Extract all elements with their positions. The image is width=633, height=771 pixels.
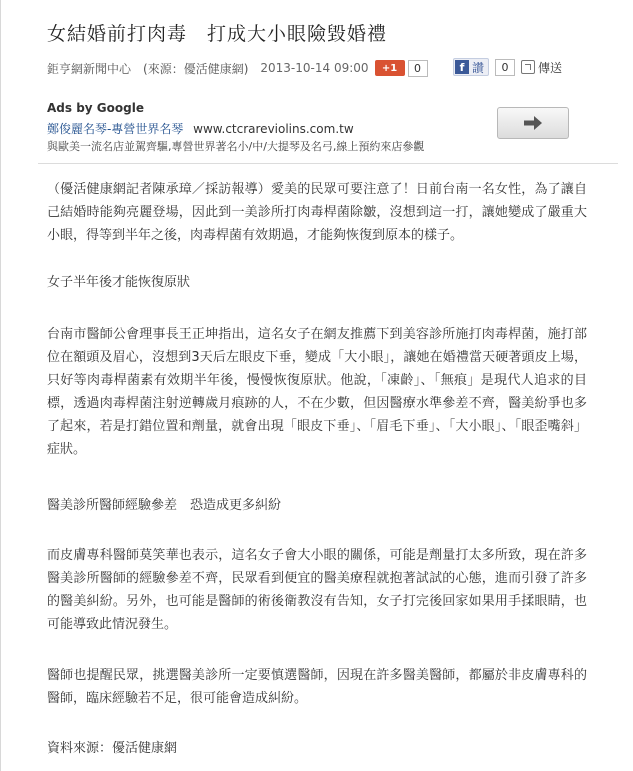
fb-like-label: 讚 xyxy=(472,60,485,75)
ad-go-button[interactable] xyxy=(497,107,569,139)
gplus-widget xyxy=(375,60,428,77)
source-credit: 資料來源：優活健康網 xyxy=(47,741,178,756)
paragraph-2: 台南市醫師公會理事長王正坤指出，這名女子在網友推薦下到美容診所施打肉毒桿菌，施打部位在額頭及眉心，沒想到3天后左眼皮下垂，變成「大小眼」，讓她在婚禮當天硬著頭皮上場，只好等肉毒桿菌素有效期半年後，慢慢恢復原狀。他說，「凍齡」、「無痕」是現代人追求的目標，透過肉毒桿菌注射逆轉歲月痕跡的人，不在少數，但因醫療水準參差不齊，醫美紛爭也多了起來，若是打錯位置和劑量，就會出現「眼皮下垂」、「眉毛下垂」、「大小眼」、「眼歪嘴斜」症狀。 xyxy=(47,327,587,457)
gplus-count: 0 xyxy=(408,60,428,77)
article-datetime: 2013-10-14 09:00 xyxy=(260,61,369,75)
arrow-right-icon xyxy=(523,116,543,130)
facebook-widget xyxy=(453,58,562,76)
paragraph-intro: （優活健康網記者陳承璋／採訪報導）愛美的民眾可要注意了！日前台南一名女性，為了讓自己結婚時能夠亮麗登場，因此到一美診所打肉毒桿菌除皺，沒想到這一打，讓她變成了嚴重大小眼，得等到半年之後，肉毒桿菌有效期過，才能夠恢復到原本的樣子。 xyxy=(47,182,587,243)
ad-divider xyxy=(38,163,618,164)
ad-link[interactable] xyxy=(47,120,354,137)
fb-like-button[interactable] xyxy=(453,58,489,76)
facebook-icon: f xyxy=(455,60,469,74)
gplus-button[interactable] xyxy=(375,60,405,76)
share-label: 傳送 xyxy=(538,60,563,75)
subheading-2: 醫美診所醫師經驗參差 恐造成更多糾紛 xyxy=(47,498,282,513)
article-title: 女結婚前打肉毒 打成大小眼險毀婚禮 xyxy=(47,23,388,45)
source-site: 鉅亨網新聞中心 xyxy=(47,61,132,76)
source-origin: (來源：優活健康網) xyxy=(143,61,249,76)
ads-by-google-label: Ads by Google xyxy=(47,101,144,115)
ad-url[interactable]: www.ctcrareviolins.com.tw xyxy=(193,122,354,136)
paragraph-4: 醫師也提醒民眾，挑選醫美診所一定要慎選醫師，因現在許多醫美醫師，都屬於非皮膚專科的醫師，臨床經驗若不足，很可能會造成糾紛。 xyxy=(47,668,587,706)
paragraph-3: 而皮膚專科醫師莫笑華也表示，這名女子會大小眼的關係，可能是劑量打太多所致，現在許多醫美診所醫師的經驗參差不齊，民眾看到便宜的醫美療程就抱著試試的心態，進而引發了許多的醫美糾紛。另外，也可能是醫師的術後衛教沒有告知，女子打完後回家如果用手揉眼睛，也可能導致此情況發生。 xyxy=(47,548,587,632)
ad-description: 與歐美一流名店並駕齊驅,專營世界著名小/中/大提琴及名弓,線上預約來店參觀 xyxy=(47,140,425,153)
fb-like-count: 0 xyxy=(495,59,515,76)
gplus-label: +1 xyxy=(381,62,398,74)
share-icon xyxy=(521,60,535,74)
ad-title[interactable]: 鄭俊麗名琴-專營世界名琴 xyxy=(47,122,184,136)
subheading-1: 女子半年後才能恢復原狀 xyxy=(47,275,191,290)
share-button[interactable] xyxy=(521,59,562,76)
article-meta xyxy=(47,58,428,78)
